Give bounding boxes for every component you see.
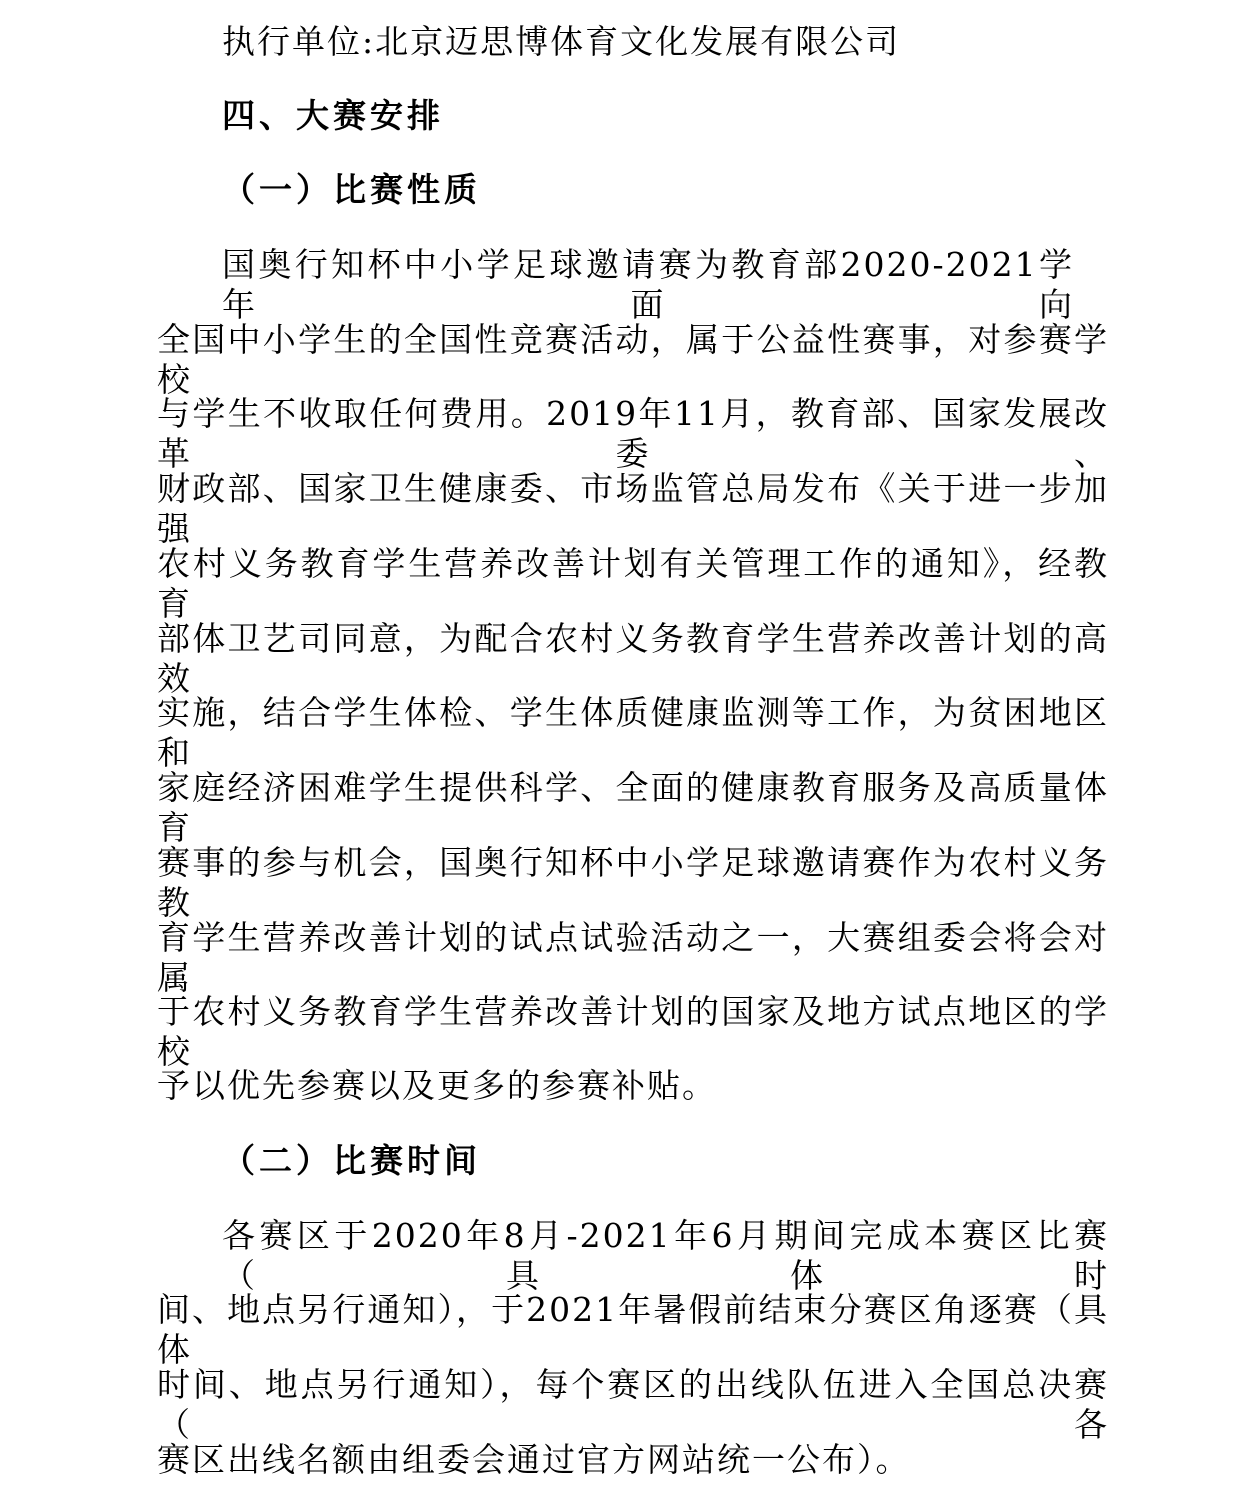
paragraph-line: 赛区出线名额由组委会通过官方网站统一公布）。	[157, 1440, 911, 1479]
paragraph-line: 农村义务教育学生营养改善计划有关管理工作的通知》，经教育	[157, 544, 1109, 623]
subsection-heading-time: （二）比赛时间	[222, 1141, 481, 1180]
subsection-heading-nature: （一）比赛性质	[222, 170, 481, 209]
organizer-line: 执行单位:北京迈思博体育文化发展有限公司	[222, 22, 901, 61]
paragraph-line: 于农村义务教育学生营养改善计划的国家及地方试点地区的学校	[157, 992, 1109, 1071]
paragraph-line: 各赛区于2020年8月-2021年6月期间完成本赛区比赛（具体时	[222, 1216, 1109, 1295]
paragraph-line: 家庭经济困难学生提供科学、全面的健康教育服务及高质量体育	[157, 768, 1109, 847]
paragraph-line: 国奥行知杯中小学足球邀请赛为教育部2020-2021学年面向	[222, 245, 1074, 324]
paragraph-line: 与学生不收取任何费用。2019年11月，教育部、国家发展改革委、	[157, 394, 1109, 473]
paragraph-line: 赛事的参与机会，国奥行知杯中小学足球邀请赛作为农村义务教	[157, 843, 1109, 922]
paragraph-line: 间、地点另行通知），于2021年暑假前结束分赛区角逐赛（具体	[157, 1290, 1109, 1369]
paragraph-line: 育学生营养改善计划的试点试验活动之一，大赛组委会将会对属	[157, 918, 1109, 997]
section-heading: 四、大赛安排	[222, 96, 444, 135]
paragraph-line: 财政部、国家卫生健康委、市场监管总局发布《关于进一步加强	[157, 469, 1109, 548]
paragraph-line: 时间、地点另行通知），每个赛区的出线队伍进入全国总决赛（各	[157, 1365, 1109, 1444]
paragraph-line: 予以优先参赛以及更多的参赛补贴。	[157, 1066, 717, 1105]
paragraph-line: 实施，结合学生体检、学生体质健康监测等工作，为贫困地区和	[157, 693, 1109, 772]
paragraph-line: 部体卫艺司同意，为配合农村义务教育学生营养改善计划的高效	[157, 619, 1109, 698]
paragraph-line: 全国中小学生的全国性竞赛活动，属于公益性赛事，对参赛学校	[157, 320, 1109, 399]
